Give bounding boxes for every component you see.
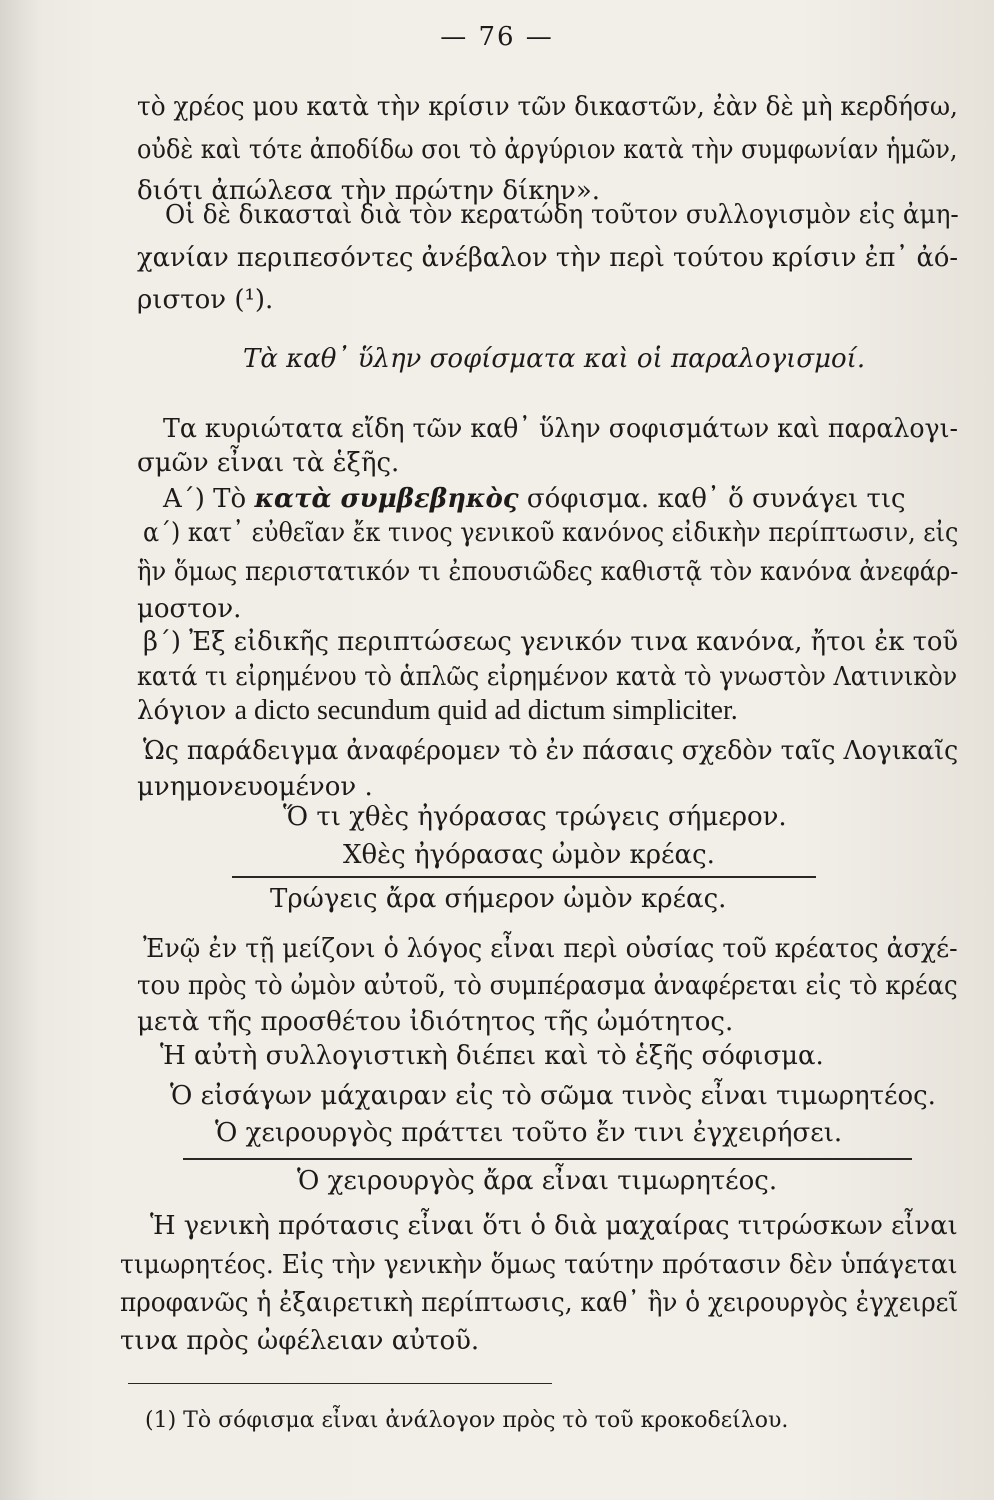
- paragraph-start: Ἐνῷ ἐν τῇ μείζονι ὁ λόγος εἶναι περὶ οὐσίας τοῦ κρέατος ἀσχέ-: [143, 934, 958, 964]
- footnote: (1) Τὸ σόφισμα εἶναι ἀνάλογον πρὸς τὸ τοῦ κροκοδείλου.: [145, 1408, 789, 1433]
- text-line: τινα πρὸς ὠφέλειαν αὐτοῦ.: [120, 1326, 480, 1356]
- spine-shadow: [0, 0, 40, 1500]
- text-line: τιμωρητέος. Εἰς τὴν γενικὴν ὅμως ταύτην πρότασιν δὲν ὑπάγεται: [120, 1250, 958, 1280]
- subsection-heading: [163, 484, 906, 514]
- text-line: μοστον.: [137, 594, 242, 624]
- latin-phrase: a dicto secundum quid ad dictum simpliciter.: [234, 695, 738, 726]
- page-number: — 76 —: [440, 22, 554, 52]
- paragraph-start: Οἱ δὲ δικασταὶ διὰ τὸν κερατώδη τοῦτον συλλογισμὸν εἰς ἀμη-: [165, 200, 959, 230]
- text-line: του πρὸς τὸ ὠμὸν αὐτοῦ, τὸ συμπέρασμα ἀναφέρεται εἰς τὸ κρέας: [137, 971, 958, 1001]
- footnote-rule: [128, 1383, 552, 1384]
- text-line: κατά τι εἰρημένου τὸ ἁπλῶς εἰρημένον κατὰ τὸ γνωστὸν Λατινικὸν: [137, 662, 958, 692]
- syllogism-major-premise: Ὅ τι χθὲς ἠγόρασας τρώγεις σήμερον.: [283, 802, 787, 832]
- text-line: σμῶν εἶναι τὰ ἑξῆς.: [137, 448, 400, 478]
- syllogism-minor-premise: Ὁ χειρουργὸς πράττει τοῦτο ἔν τινι ἐγχειρήσει.: [215, 1118, 843, 1148]
- text-fragment: λόγιον: [137, 696, 227, 726]
- text-line: ριστον (¹).: [137, 285, 274, 315]
- heading-prefix: Α΄) Τὸ: [163, 484, 247, 514]
- paragraph-start: Τα κυριώτατα εἴδη τῶν καθ᾽ ὕλην σοφισμάτων καὶ παραλογι-: [163, 414, 959, 444]
- paragraph-start: Ἡ αὐτὴ συλλογιστικὴ διέπει καὶ τὸ ἑξῆς σόφισμα.: [160, 1041, 824, 1071]
- emphasized-term: κατὰ συμβεβηκὸς: [254, 484, 519, 514]
- syllogism-conclusion: Τρώγεις ἄρα σήμερον ὠμὸν κρέας.: [270, 884, 727, 914]
- paragraph-start: Ὡς παράδειγμα ἀναφέρομεν τὸ ἐν πάσαις σχεδὸν ταῖς Λογικαῖς: [143, 736, 959, 766]
- list-item-beta: β΄) Ἐξ εἰδικῆς περιπτώσεως γενικόν τινα κανόνα, ἤτοι ἐκ τοῦ: [143, 627, 959, 657]
- text-line: οὐδὲ καὶ τότε ἀποδίδω σοι τὸ ἀργύριον κατὰ τὴν συμφωνίαν ἡμῶν,: [137, 135, 958, 165]
- syllogism-divider: [232, 876, 816, 878]
- text-line: διότι ἀπώλεσα τὴν πρώτην δίκην».: [137, 176, 600, 206]
- syllogism-major-premise: Ὁ εἰσάγων μάχαιραν εἰς τὸ σῶμα τινὸς εἶναι τιμωρητέος.: [170, 1081, 936, 1111]
- text-line: μετὰ τῆς προσθέτου ἰδιότητος τῆς ὠμότητος.: [137, 1007, 734, 1037]
- text-line: χανίαν περιπεσόντες ἀνέβαλον τὴν περὶ τούτου κρίσιν ἐπ᾽ ἀό-: [137, 243, 959, 273]
- paragraph-start: Ἡ γενικὴ πρότασις εἶναι ὅτι ὁ διὰ μαχαίρας τιτρώσκων εἶναι: [150, 1211, 958, 1241]
- heading-suffix: σόφισμα. καθ᾽ ὅ συνάγει τις: [526, 484, 906, 514]
- text-line: μνημονευομένον .: [137, 772, 373, 802]
- text-line: τὸ χρέος μου κατὰ τὴν κρίσιν τῶν δικαστῶν, ἐὰν δὲ μὴ κερδήσω,: [137, 92, 958, 122]
- section-title: Τὰ καθ᾽ ὕλην σοφίσματα καὶ οἱ παραλογισμοί.: [243, 344, 866, 374]
- text-line: ἣν ὅμως περιστατικόν τι ἐπουσιῶδες καθιστᾷ τὸν κανόνα ἀνεφάρ-: [137, 557, 959, 587]
- list-item-alpha: α΄) κατ᾽ εὐθεῖαν ἔκ τινος γενικοῦ κανόνος εἰδικὴν περίπτωσιν, εἰς: [143, 518, 959, 548]
- syllogism-divider: [183, 1158, 912, 1160]
- text-line: [137, 696, 738, 726]
- syllogism-minor-premise: Χθὲς ἠγόρασας ὠμὸν κρέας.: [343, 840, 715, 870]
- text-line: προφανῶς ἡ ἐξαιρετικὴ περίπτωσις, καθ᾽ ἣν ὁ χειρουργὸς ἐγχειρεῖ: [120, 1288, 959, 1318]
- syllogism-conclusion: Ὁ χειρουργὸς ἄρα εἶναι τιμωρητέος.: [297, 1166, 778, 1196]
